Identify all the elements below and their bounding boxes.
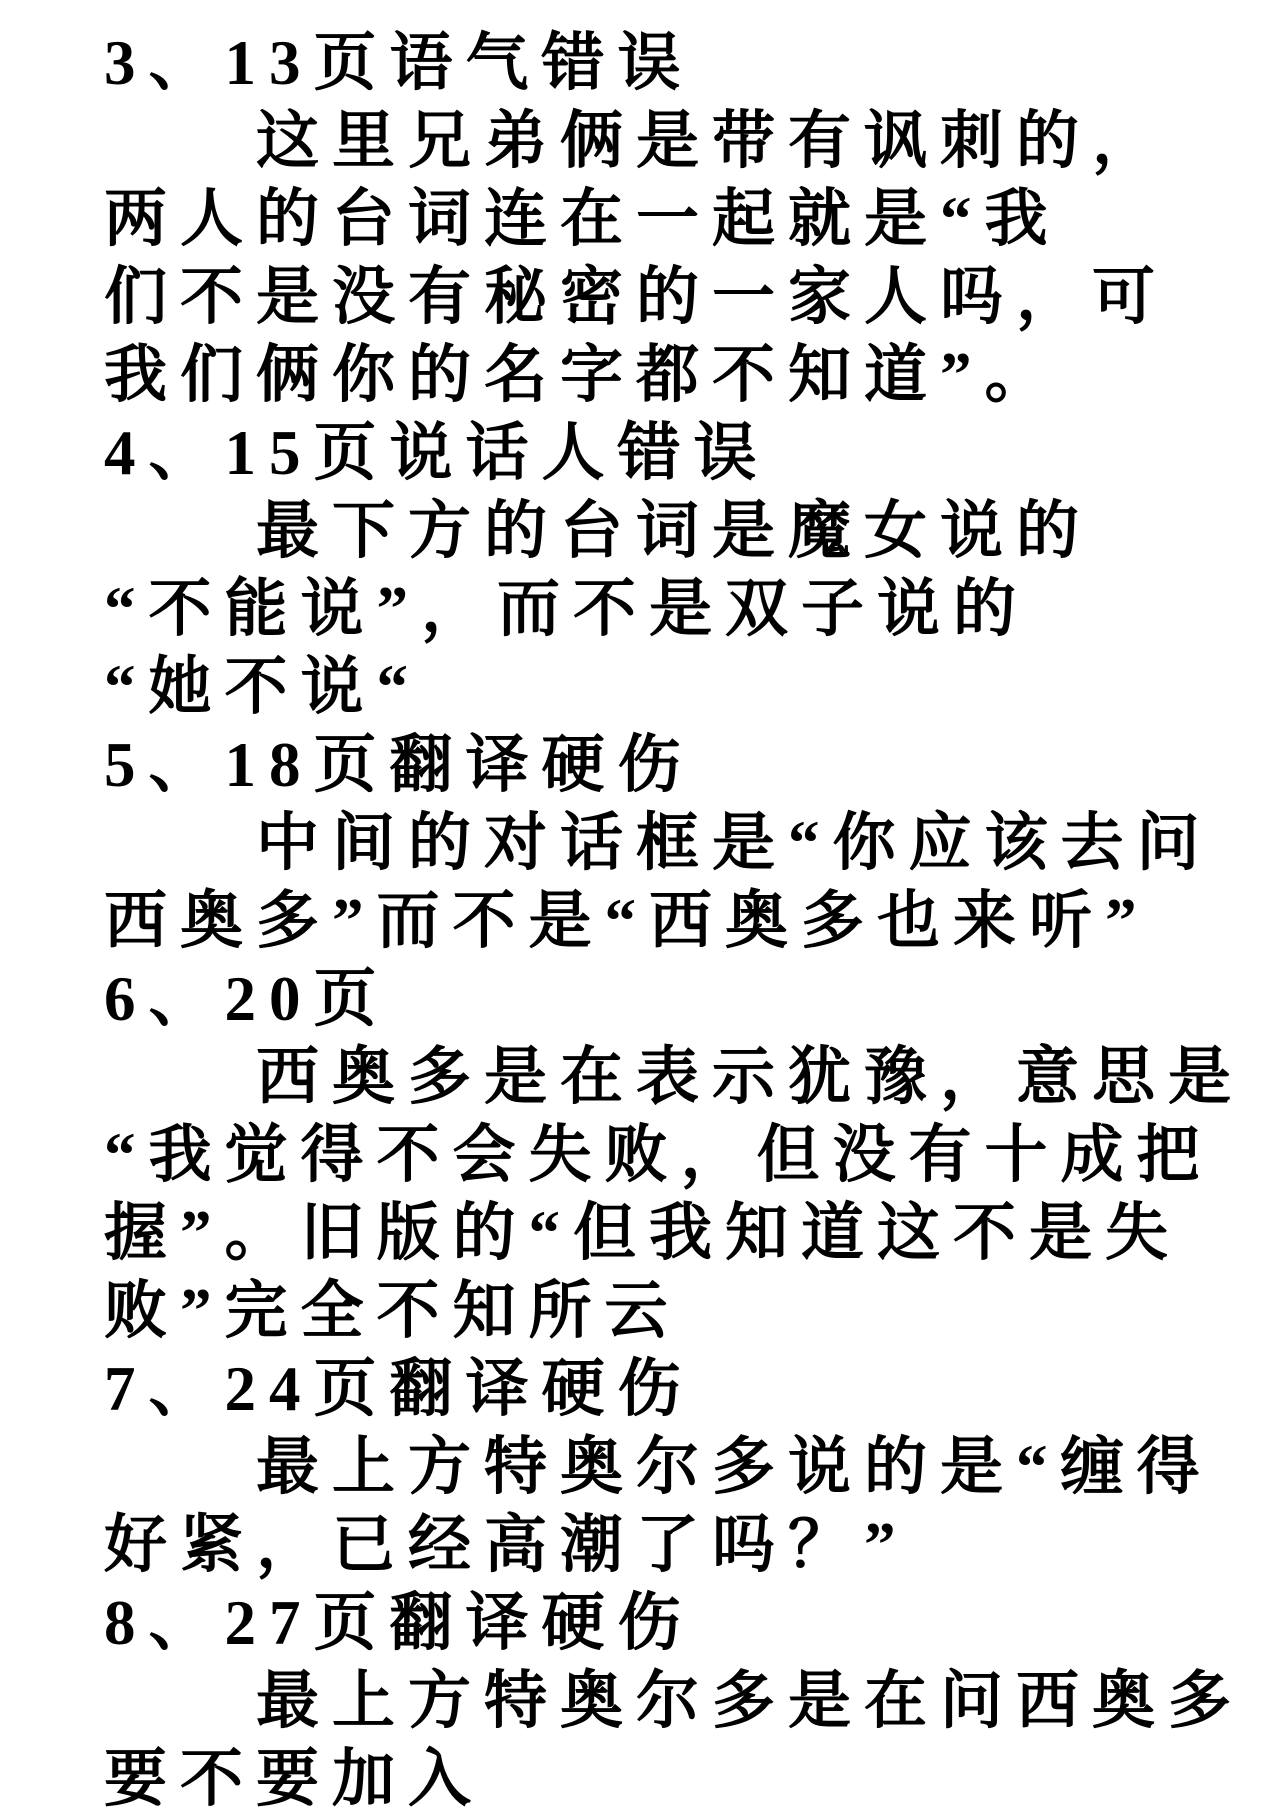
section-heading-4: 4、15页说话人错误 [104, 418, 770, 488]
section-heading-5: 5、18页翻译硬伤 [104, 730, 694, 800]
paragraph-first-line: 最下方的台词是魔女说的 [256, 496, 1092, 566]
text-line: 我们俩你的名字都不知道”。 [104, 340, 1061, 410]
text-line: 要不要加入 [104, 1744, 484, 1814]
paragraph-first-line: 西奥多是在表示犹豫，意思是 [256, 1042, 1244, 1112]
paragraph-first-line: 中间的对话框是“你应该去问 [256, 808, 1213, 878]
paragraph-first-line: 最上方特奥尔多说的是“缠得 [256, 1432, 1213, 1502]
text-line: “她不说“ [104, 652, 421, 722]
section-heading-8: 8、27页翻译硬伤 [104, 1588, 694, 1658]
text-line: 们不是没有秘密的一家人吗，可 [104, 262, 1168, 332]
text-line: 两人的台词连在一起就是“我 [104, 184, 1061, 254]
text-line: 好紧，已经高潮了吗？” [104, 1510, 909, 1580]
text-line: 握”。旧版的“但我知道这不是失 [104, 1198, 1181, 1268]
text-line: “不能说”，而不是双子说的 [104, 574, 1029, 644]
section-heading-7: 7、24页翻译硬伤 [104, 1354, 694, 1424]
text-line: 败”完全不知所云 [104, 1276, 681, 1346]
text-line: “我觉得不会失败，但没有十成把 [104, 1120, 1213, 1190]
text-line: 西奥多”而不是“西奥多也来听” [104, 886, 1150, 956]
section-heading-3: 3、13页语气错误 [104, 28, 694, 98]
paragraph-first-line: 最上方特奥尔多是在问西奥多 [256, 1666, 1244, 1736]
paragraph-first-line: 这里兄弟俩是带有讽刺的， [256, 106, 1168, 176]
section-heading-6: 6、20页 [104, 964, 390, 1034]
